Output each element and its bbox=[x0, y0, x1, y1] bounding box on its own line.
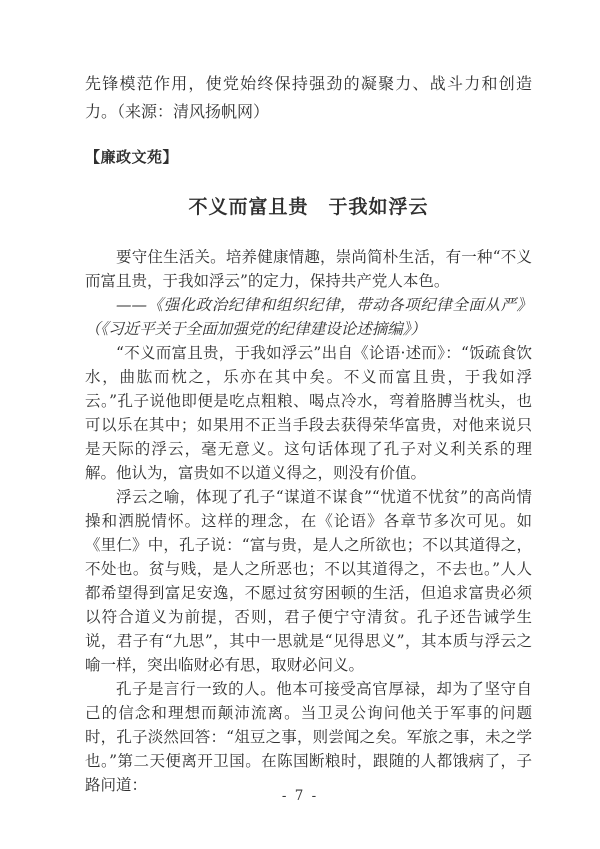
article-paragraph-origin: “不义而富且贵，于我如浮云”出自《论语·述而》：“饭疏食饮水，曲肱而枕之，乐亦在其中矣。不义而富且贵，于我如浮云。”孔子说他即便是吃点粗粮、喝点冷水，弯着胳膊当枕头，也可以乐在其中；如果用不正当手段去获得荣华富贵，对他来说只是天际的浮云，毫无意义。这句话体现了孔子对义利关系的理解。他认为，富贵如不以道义得之，则没有价值。 bbox=[85, 344, 532, 482]
continuation-paragraph: 先锋模范作用，使党始终保持强劲的凝聚力、战斗力和创造力。（来源：清风扬帆网） bbox=[85, 74, 532, 121]
section-header: 【廉政文苑】 bbox=[85, 148, 179, 166]
article-title: 不义而富且贵 于我如浮云 bbox=[188, 196, 429, 218]
article-body bbox=[85, 245, 532, 797]
article-paragraph-intro: 要守住生活关。培养健康情趣，崇尚简朴生活，有一种“不义而富且贵，于我如浮云”的定力，保持共产党人本色。 bbox=[85, 248, 532, 290]
page-number: - 7 - bbox=[281, 788, 319, 804]
article-paragraph-conduct: 孔子是言行一致的人。他本可接受高官厚禄，却为了坚守自己的信念和理想而颠沛流离。当卫灵公询问他关于军事的问题时，孔子淡然回答：“俎豆之事，则尝闻之矣。军旅之事，未之学也。”第二天便离开卫国。在陈国断粮时，跟随的人都饿病了，子路问道： bbox=[85, 680, 532, 794]
article-paragraph-citation: ——《强化政治纪律和组织纪律，带动各项纪律全面从严》（《习近平关于全面加强党的纪律建设论述摘编》） bbox=[85, 296, 532, 338]
article-paragraph-metaphor: 浮云之喻，体现了孔子“谋道不谋食”“忧道不忧贫”的高尚情操和洒脱情怀。这样的理念，在《论语》各章节多次可见。如《里仁》中，孔子说：“富与贵，是人之所欲也；不以其道得之，不处也。贫与贱，是人之所恶也；不以其道得之，不去也。”人人都希望得到富足安逸，不愿过贫穷困顿的生活，但追求富贵必须以符合道义为前提，否则，君子便宁守清贫。孔子还告诫学生说，君子有“九思”，其中一思就是“见得思义”，其本质与浮云之喻一样，突出临财必有思，取财必问义。 bbox=[85, 488, 532, 674]
